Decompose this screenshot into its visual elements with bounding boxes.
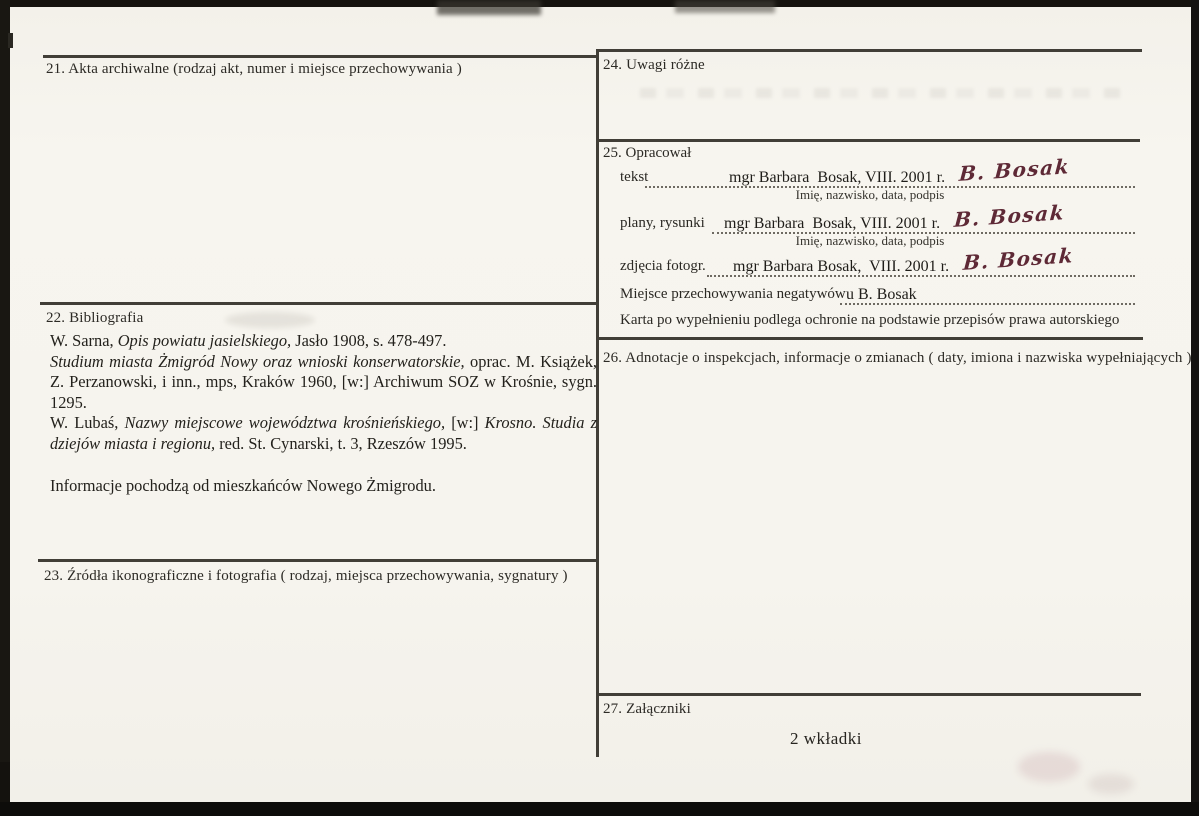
ink-bleedthrough bbox=[640, 88, 1120, 98]
section-21-rule bbox=[43, 55, 597, 58]
paper-stain bbox=[225, 312, 315, 328]
signature-handwriting: B. Bosak bbox=[958, 154, 1071, 186]
bibliography-entry: Studium miasta Żmigród Nowy oraz wnioski konserwatorskie, oprac. M. Książek, Z. Perzanowski, i inn., mps, Kraków 1960, [w:] Archiwum SOZ w Krośnie, sygn. 1295. bbox=[50, 351, 597, 412]
scanner-bottom-edge bbox=[0, 802, 1199, 816]
zdjecia-fotogr-value: mgr Barbara Bosak, VIII. 2001 r. bbox=[733, 258, 950, 275]
plany-rysunki-dotted-line bbox=[712, 200, 1135, 234]
paper-stain bbox=[1088, 774, 1134, 794]
section-24-rule bbox=[596, 49, 1142, 52]
name-date-signature-caption: Imię, nazwisko, data, podpis bbox=[795, 187, 945, 202]
zdjecia-fotogr-dotted-line bbox=[707, 243, 1135, 277]
tekst-label: tekst bbox=[620, 169, 649, 185]
section-24-title: 24. Uwagi różne bbox=[603, 57, 705, 73]
signature-handwriting: B. Bosak bbox=[962, 243, 1075, 275]
section-26-title: 26. Adnotacje o inspekcjach, informacje o zmianach ( daty, imiona i nazwiska wypełniających ) bbox=[603, 350, 1192, 366]
scanner-right-edge bbox=[1191, 0, 1199, 803]
zdjecia-fotogr-label: zdjęcia fotogr. bbox=[620, 258, 706, 274]
negatives-dotted-line bbox=[840, 284, 1135, 305]
negatives-label: Miejsce przechowywania negatywów bbox=[620, 286, 846, 302]
signature-handwriting: B. Bosak bbox=[953, 200, 1066, 232]
bibliography-entry: Informacje pochodzą od mieszkańców Nowego Żmigrodu. bbox=[50, 476, 436, 495]
plany-rysunki-label: plany, rysunki bbox=[620, 215, 705, 231]
section-25 bbox=[597, 140, 1140, 342]
attachments-value: 2 wkładki bbox=[790, 729, 863, 748]
section-23-title: 23. Źródła ikonograficzne i fotografia ( rodzaj, miejsca przechowywania, sygnatury ) bbox=[44, 568, 568, 584]
section-27-rule bbox=[598, 693, 1141, 696]
bibliography bbox=[50, 331, 597, 497]
copyright-note: Karta po wypełnieniu podlega ochronie na podstawie przepisów prawa autorskiego bbox=[620, 312, 1120, 328]
scan-smudge bbox=[675, 0, 775, 13]
scanner-left-edge bbox=[0, 0, 10, 762]
name-date-signature-caption: Imię, nazwisko, data, podpis bbox=[795, 233, 945, 248]
plany-rysunki-value: mgr Barbara Bosak, VIII. 2001 r. bbox=[724, 215, 941, 232]
bibliography-entry: W. Sarna, Opis powiatu jasielskiego, Jasło 1908, s. 478-497. bbox=[50, 331, 447, 350]
section-22-title: 22. Bibliografia bbox=[46, 310, 144, 326]
section-27-title: 27. Załączniki bbox=[603, 701, 691, 717]
tekst-value: mgr Barbara Bosak, VIII. 2001 r. bbox=[729, 169, 946, 186]
bibliography-entry: W. Lubaś, Nazwy miejscowe województwa krośnieńskiego, [w:] Krosno. Studia z dziejów miasta i regionu, red. St. Cynarski, t. 3, Rzeszów 1995. bbox=[50, 413, 597, 453]
tekst-dotted-line bbox=[645, 154, 1135, 188]
section-25-title: 25. Opracował bbox=[603, 145, 692, 161]
scanner-top-edge bbox=[0, 0, 1199, 7]
section-22-rule bbox=[40, 302, 597, 305]
scan-smudge bbox=[8, 33, 13, 48]
section-23-rule bbox=[38, 559, 598, 562]
scan-smudge bbox=[437, 0, 541, 15]
paper-stain bbox=[1018, 752, 1080, 782]
negatives-value: u B. Bosak bbox=[846, 286, 917, 303]
section-21-title: 21. Akta archiwalne (rodzaj akt, numer i miejsce przechowywania ) bbox=[46, 61, 462, 77]
